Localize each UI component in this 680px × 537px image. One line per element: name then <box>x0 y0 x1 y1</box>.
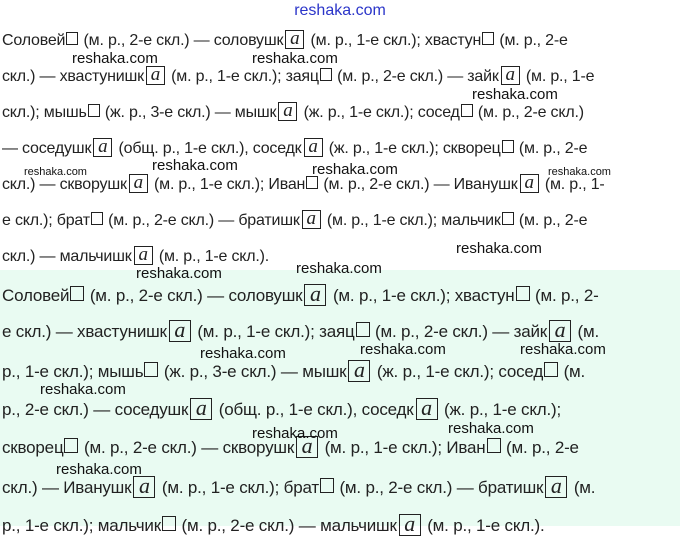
text-segment: (м. р., 2-е скл.) — зайк <box>370 322 548 341</box>
text-segment: (общ. р., 1-е скл.), соседк <box>114 140 302 157</box>
site-header <box>0 0 680 24</box>
text-line <box>2 66 594 88</box>
zero-ending-box <box>70 286 84 301</box>
text-segment: (ж. р., 1-е скл.); <box>439 400 561 419</box>
text-segment: (м. р., 2-е <box>495 32 568 49</box>
text-segment: р., 1-е скл.); мышь <box>2 362 144 381</box>
text-segment: р., 1-е скл.); мальчик <box>2 516 161 535</box>
ending-box <box>278 102 297 121</box>
text-line <box>2 320 599 342</box>
watermark: reshaka.com <box>40 381 126 398</box>
text-line <box>2 138 587 160</box>
zero-ending-box <box>544 362 558 377</box>
watermark: reshaka.com <box>56 461 142 478</box>
watermark: reshaka.com <box>296 260 382 277</box>
text-segment: (м. р., 2-е скл.) — соловушк <box>79 32 284 49</box>
text-line <box>2 102 584 124</box>
text-segment: р., 2-е скл.) — соседушк <box>2 400 189 419</box>
text-segment: (м. р., 1- <box>540 176 605 193</box>
text-segment: (м. р., 2-е скл.) — Иванушк <box>319 176 518 193</box>
watermark: reshaka.com <box>200 345 286 362</box>
text-line <box>2 210 587 232</box>
zero-ending-box <box>502 140 514 153</box>
watermark: reshaka.com <box>448 420 534 437</box>
site-header-link[interactable]: reshaka.com <box>294 2 386 19</box>
text-line <box>2 284 599 306</box>
text-segment: (м. р., 2-е скл.) — братишк <box>334 478 544 497</box>
watermark: reshaka.com <box>312 161 398 178</box>
ending-box <box>133 476 155 498</box>
text-segment: скл.) — Иванушк <box>2 478 132 497</box>
ending-box <box>545 476 567 498</box>
zero-ending-box <box>88 104 100 117</box>
text-line <box>2 174 605 196</box>
text-segment: Соловей <box>2 32 66 49</box>
ending-box <box>134 246 153 265</box>
zero-ending-box <box>320 478 334 493</box>
ending-box <box>549 320 571 342</box>
text-segment: скворец <box>2 438 64 457</box>
text-segment: (м. <box>559 362 586 381</box>
zero-ending-box <box>144 362 158 377</box>
ending-box <box>348 360 370 382</box>
text-segment: (м. р., 2-е скл.) — братишк <box>103 212 300 229</box>
text-segment: (м. р., 2-е скл.) — соловушк <box>85 286 303 305</box>
text-segment: (м. р., 1-е скл.). <box>422 516 545 535</box>
watermark: reshaka.com <box>548 166 611 178</box>
text-segment: (м. <box>569 478 596 497</box>
text-segment: (м. р., 1-е скл.); брат <box>157 478 319 497</box>
text-segment: (м. р., 2- <box>530 286 599 305</box>
ending-box <box>169 320 191 342</box>
text-segment: скл.) — мальчишк <box>2 248 132 265</box>
watermark: reshaka.com <box>24 166 87 178</box>
text-segment: (м. р., 2-е <box>501 438 579 457</box>
text-segment: Соловей <box>2 286 70 305</box>
zero-ending-box <box>502 212 514 225</box>
text-segment: (м. р., 1-е скл.). <box>154 248 269 265</box>
text-segment: — соседушк <box>2 140 92 157</box>
text-segment: скл.) — хвастунишк <box>2 68 144 85</box>
watermark: reshaka.com <box>252 50 338 67</box>
ending-box <box>93 138 112 157</box>
zero-ending-box <box>487 438 501 453</box>
text-segment: (м. р., 1-е скл.); хвастун <box>328 286 515 305</box>
ending-box <box>190 398 212 420</box>
text-segment: (м. р., 1-е скл.); Иван <box>149 176 306 193</box>
text-segment: (ж. р., 1-е скл.); сосед <box>299 104 460 121</box>
text-segment: (общ. р., 1-е скл.), соседк <box>214 400 414 419</box>
ending-box <box>129 174 148 193</box>
text-segment: (м. р., 1-е скл.); заяц <box>166 68 319 85</box>
ending-box <box>285 30 304 49</box>
zero-ending-box <box>64 438 78 453</box>
ending-box <box>501 66 520 85</box>
answer-text-highlighted <box>0 270 680 535</box>
text-segment: (м. р., 1-е скл.); мальчик <box>322 212 501 229</box>
text-segment: (ж. р., 1-е скл.); скворец <box>324 140 501 157</box>
text-segment: (м. р., 1-е скл.); Иван <box>320 438 486 457</box>
zero-ending-box <box>461 104 473 117</box>
text-segment: (м. р., 2-е скл.) <box>473 104 584 121</box>
ending-box <box>399 514 421 536</box>
ending-box <box>146 66 165 85</box>
watermark: reshaka.com <box>456 240 542 257</box>
text-line <box>2 514 545 536</box>
text-segment: е скл.); брат <box>2 212 90 229</box>
text-segment: е скл.) — хвастунишк <box>2 322 167 341</box>
watermark: reshaka.com <box>72 50 158 67</box>
watermark: reshaka.com <box>360 341 446 358</box>
zero-ending-box <box>516 286 530 301</box>
watermark: reshaka.com <box>152 157 238 174</box>
text-segment: (м. р., 2-е скл.) — зайк <box>332 68 499 85</box>
text-line <box>2 476 595 498</box>
text-segment: скл.); мышь <box>2 104 87 121</box>
ending-box <box>302 210 321 229</box>
watermark: reshaka.com <box>136 265 222 282</box>
text-segment: (м. р., 1-е скл.); хвастун <box>306 32 482 49</box>
ending-box <box>520 174 539 193</box>
zero-ending-box <box>356 322 370 337</box>
zero-ending-box <box>162 516 176 531</box>
text-segment: скл.) — скворушк <box>2 176 127 193</box>
text-segment: (м. р., 2-е скл.) — скворушк <box>79 438 295 457</box>
zero-ending-box <box>320 68 332 81</box>
zero-ending-box <box>66 32 78 45</box>
watermark: reshaka.com <box>252 425 338 442</box>
zero-ending-box <box>482 32 494 45</box>
text-segment: (м. р., 2-е <box>514 140 588 157</box>
ending-box <box>304 138 323 157</box>
ending-box <box>416 398 438 420</box>
text-segment: (ж. р., 1-е скл.); сосед <box>372 362 544 381</box>
text-segment: (ж. р., 3-е скл.) — мышк <box>159 362 347 381</box>
text-line <box>2 360 585 382</box>
text-line <box>2 398 561 420</box>
text-segment: (ж. р., 3-е скл.) — мышк <box>100 104 277 121</box>
watermark: reshaka.com <box>520 341 606 358</box>
text-segment: (м. <box>573 322 600 341</box>
ending-box <box>304 284 326 306</box>
text-segment: (м. р., 1-е <box>521 68 595 85</box>
text-segment: (м. р., 2-е <box>514 212 588 229</box>
text-segment: (м. р., 2-е скл.) — мальчишк <box>176 516 397 535</box>
text-line <box>2 30 568 52</box>
zero-ending-box <box>91 212 103 225</box>
watermark: reshaka.com <box>472 86 558 103</box>
text-segment: (м. р., 1-е скл.); заяц <box>192 322 355 341</box>
